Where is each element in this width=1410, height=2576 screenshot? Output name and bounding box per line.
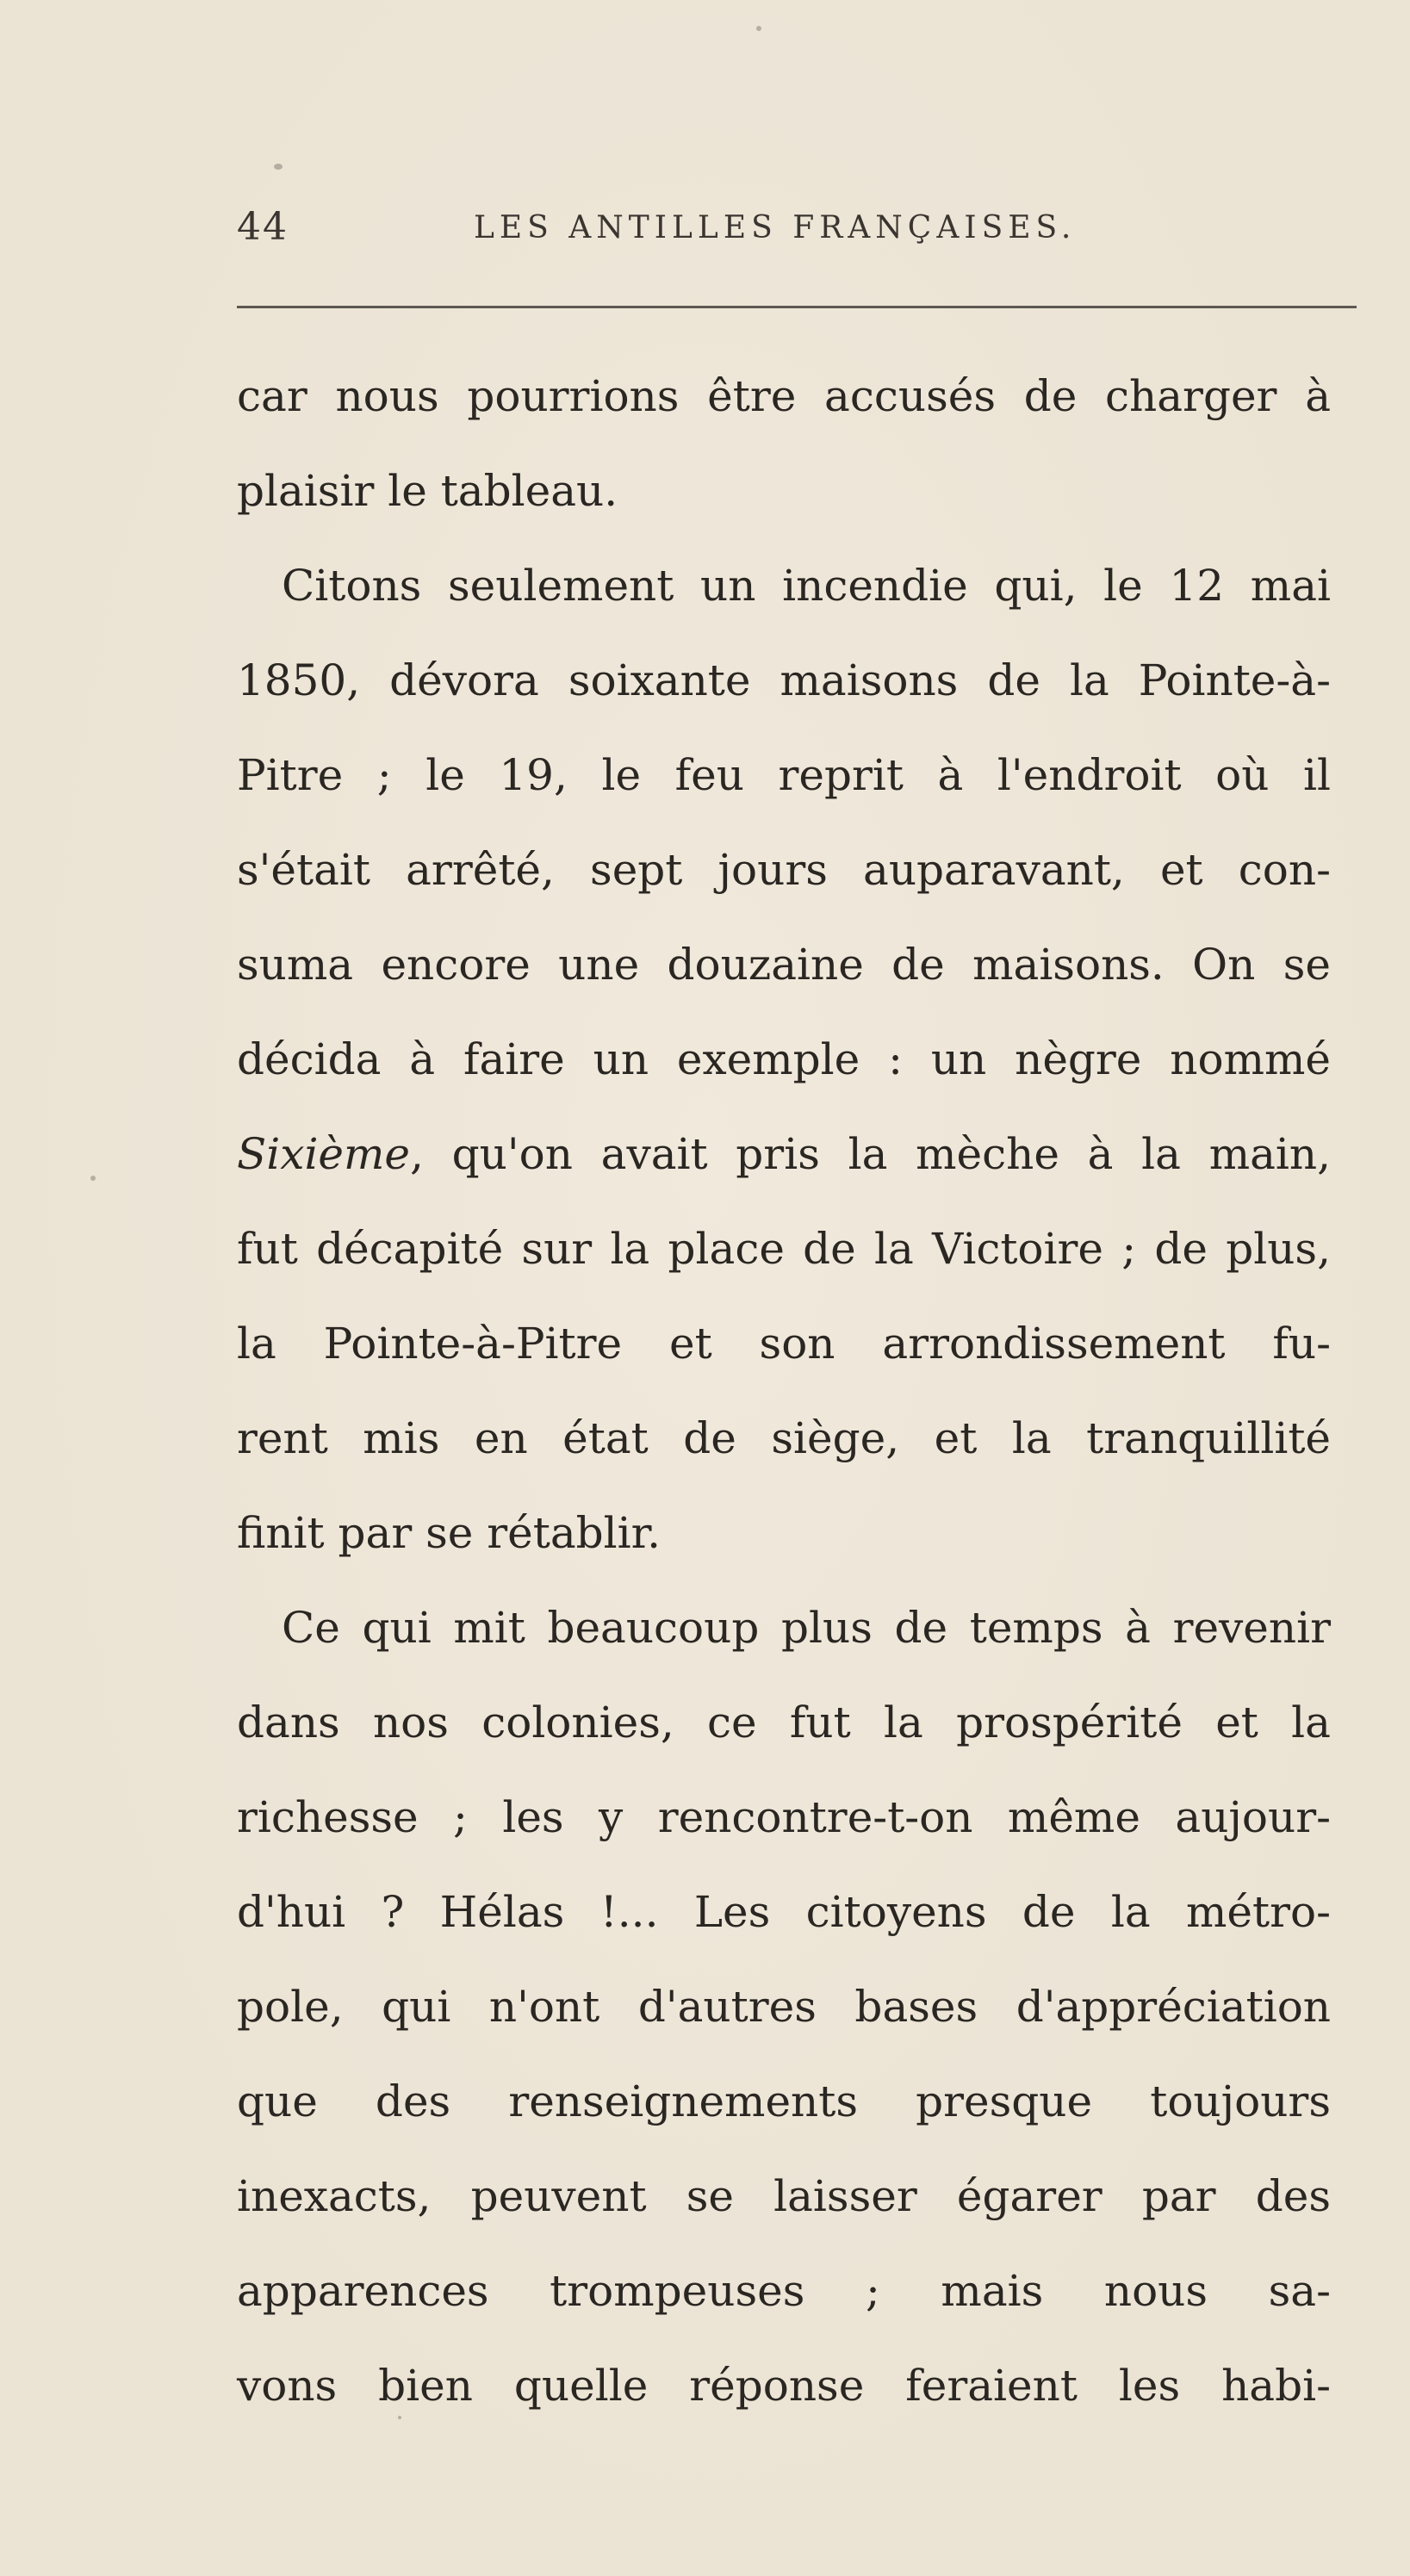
text-line: que des renseignements presque toujours (237, 2076, 1331, 2126)
text-line: d'hui ? Hélas !... Les citoyens de la métro- (237, 1887, 1331, 1937)
text-line: car nous pourrions être accusés de charger à (237, 371, 1331, 421)
text-line: Citons seulement un incendie qui, le 12 mai (282, 561, 1331, 611)
ink-speck (274, 164, 283, 170)
text-line: dans nos colonies, ce fut la prospérité et la (237, 1698, 1331, 1747)
text-line: finit par se rétablir. (237, 1508, 661, 1558)
text-line: vons bien quelle réponse feraient les habi- (237, 2361, 1331, 2411)
text-line: Ce qui mit beaucoup plus de temps à revenir (282, 1603, 1331, 1653)
text-line: fut décapité sur la place de la Victoire ; de plus, (237, 1224, 1331, 1274)
page-number: 44 (237, 205, 289, 249)
body-text (237, 349, 1331, 2433)
running-title: LES ANTILLES FRANÇAISES. (474, 210, 1077, 245)
ink-speck (90, 1176, 96, 1181)
text-line: Pitre ; le 19, le feu reprit à l'endroit où il (237, 750, 1331, 800)
text-line: rent mis en état de siège, et la tranquillité (237, 1413, 1331, 1463)
text-line: décida à faire un exemple : un nègre nommé (237, 1034, 1331, 1084)
text-line: s'était arrêté, sept jours auparavant, et con- (237, 845, 1331, 895)
header-rule (237, 306, 1357, 308)
text-line: apparences trompeuses ; mais nous sa- (237, 2266, 1331, 2316)
italic-name: Sixième (237, 1129, 411, 1179)
text-line: 1850, dévora soixante maisons de la Pointe-à- (237, 655, 1331, 705)
text-line: richesse ; les y rencontre-t-on même aujour- (237, 1792, 1331, 1842)
text-line: pole, qui n'ont d'autres bases d'appréciation (237, 1982, 1331, 2032)
text-line-rest: , qu'on avait pris la mèche à la main, (410, 1129, 1331, 1179)
text-line: inexacts, peuvent se laisser égarer par des (237, 2171, 1331, 2221)
text-line: plaisir le tableau. (237, 466, 618, 516)
page-header (237, 205, 1357, 257)
text-line-italic-name (237, 1107, 1331, 1201)
ink-speck (756, 26, 761, 31)
text-line: la Pointe-à-Pitre et son arrondissement fu- (237, 1319, 1331, 1369)
text-line: suma encore une douzaine de maisons. On se (237, 940, 1331, 990)
